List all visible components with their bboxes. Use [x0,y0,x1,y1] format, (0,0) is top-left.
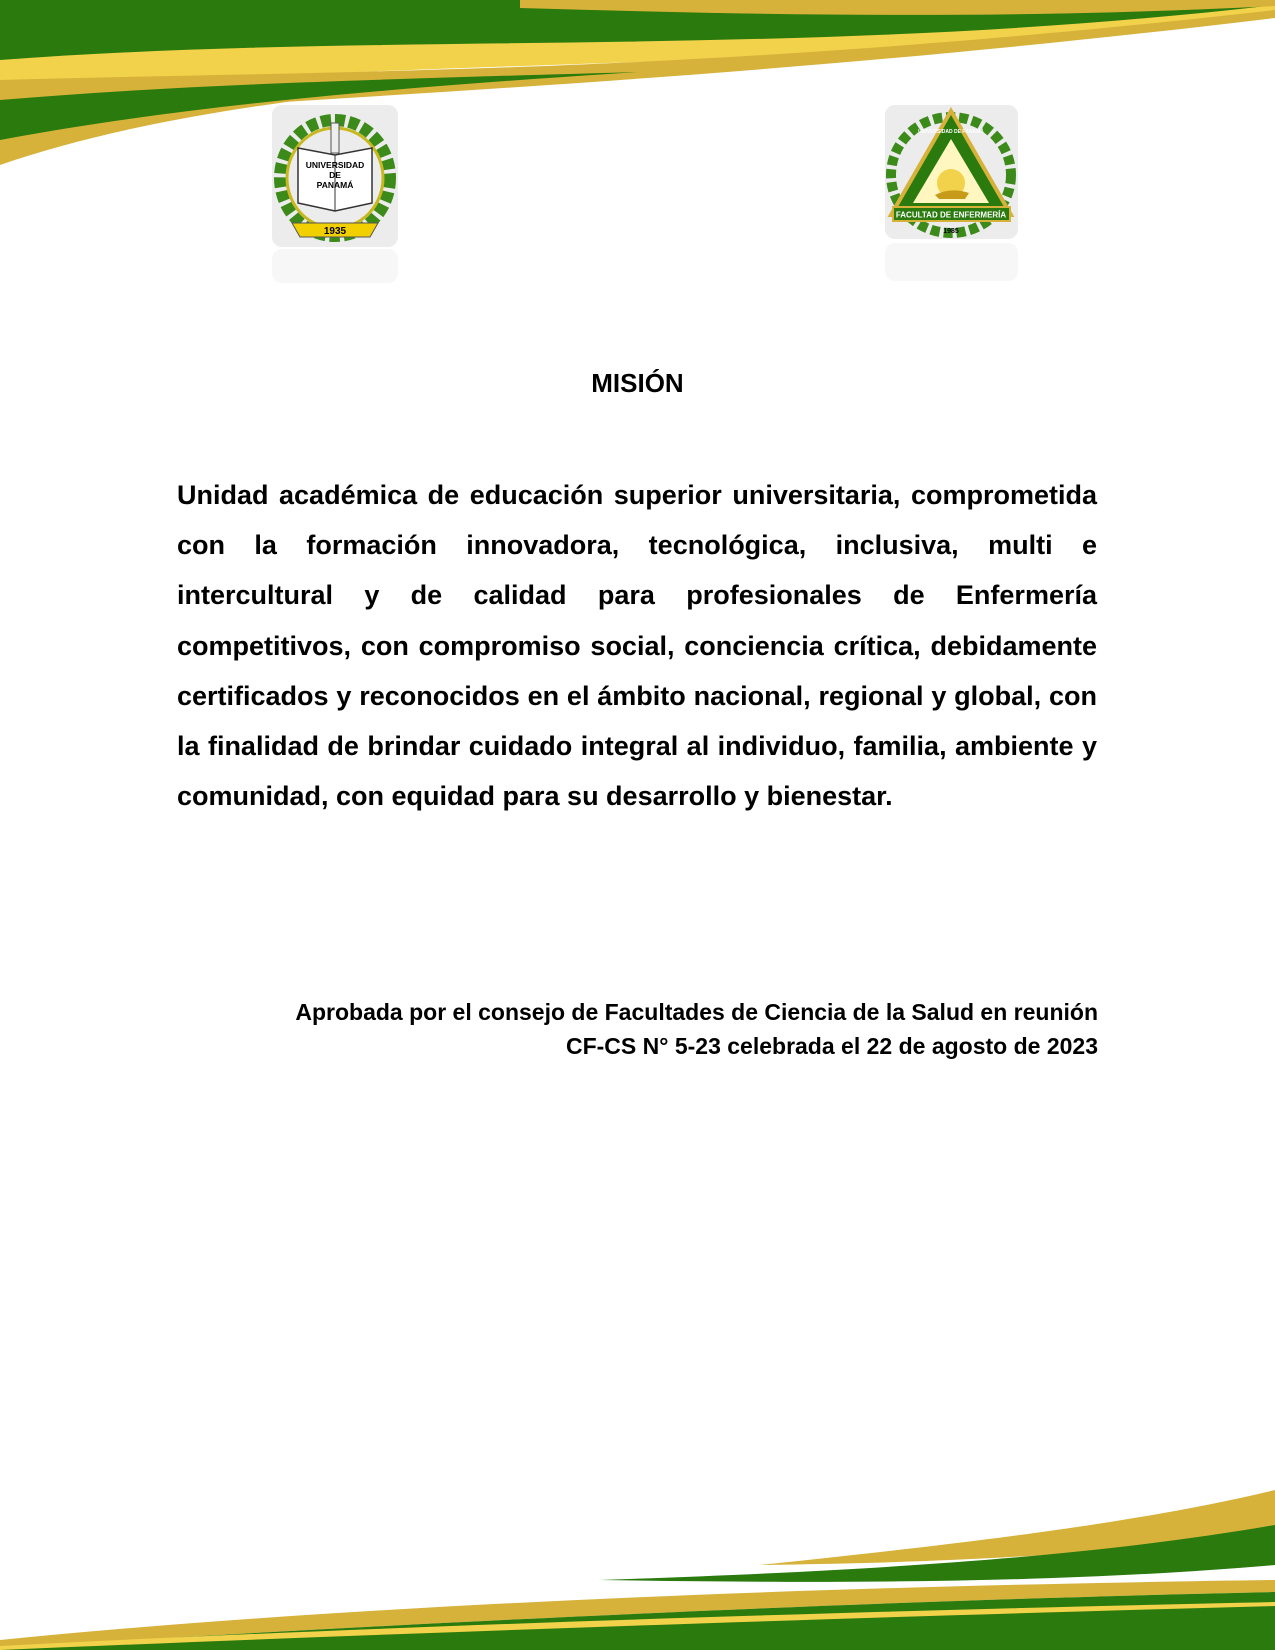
approval-note [178,995,1098,1063]
top-decorative-band [0,0,1275,180]
bottom-decorative-band [0,1470,1275,1650]
left-logo-line-1: UNIVERSIDAD [305,160,365,170]
approval-line-1: Aprobada por el consejo de Facultades de Ciencia de la Salud en reunión [295,999,1098,1025]
left-logo-line-3: PANAMÁ [316,180,354,190]
right-logo-arc-text: UNIVERSIDAD DE PANAMÁ [918,129,984,135]
universidad-de-panama-logo [270,103,400,283]
right-logo-banner: FACULTAD DE ENFERMERÍA [895,210,1007,220]
left-logo-line-2: DE [329,170,341,180]
facultad-de-enfermeria-logo [883,103,1020,283]
mission-statement: Unidad académica de educación superior universitaria, comprometida con la formación innovadora, tecnológica, inclusiva, multi e intercultural y de calidad para profesionales de Enfermería competitivos, con compromiso social, conciencia crítica, debidamente certificados y reconocidos en el ámbito nacional, regional y global, con la finalidad de brindar cuidado integral al individuo, familia, ambiente y comunidad, con equidad para su desarrollo y bienestar. [177,480,1097,812]
document-title: MISIÓN [591,368,684,398]
left-logo-year: 1935 [323,226,347,237]
approval-line-2: CF-CS N° 5-23 celebrada el 22 de agosto de 2023 [565,1033,1098,1059]
right-logo-year: 1985 [943,228,959,235]
